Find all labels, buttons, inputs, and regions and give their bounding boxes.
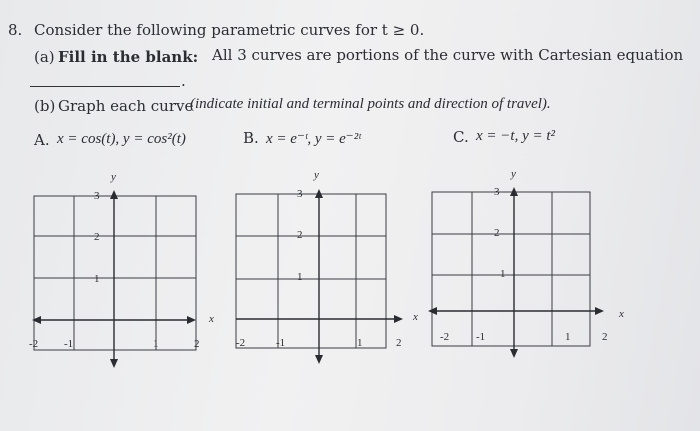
part-b-label: (b) [34,97,56,115]
curve-a-equation: x = cos(t), y = cos²(t) [57,131,186,147]
graph-a-tick-y1: 1 [94,273,100,285]
graph-b-tick-x2: 2 [396,337,402,349]
graph-b-tick-xm2: -2 [236,337,246,349]
graph-a-tick-y2: 2 [94,231,100,243]
graph-b[interactable] [236,189,396,369]
graph-c-y-label: y [511,168,516,180]
graph-c[interactable] [432,187,612,367]
graph-c-tick-y2: 2 [494,227,500,239]
graph-a-y-label: y [111,171,116,183]
part-b-text: Graph each curve [58,97,194,115]
graph-c-tick-y3: 3 [494,186,500,198]
graph-b-y-label: y [314,169,319,181]
curve-c-label: C. [453,128,469,146]
problem-intro: Consider the following parametric curves for t ≥ 0. [34,21,425,39]
graph-a[interactable] [34,190,206,370]
graph-c-tick-xm1: -1 [476,331,486,343]
part-a-label: (a) [34,48,55,66]
graph-b-tick-y2: 2 [297,229,303,241]
graph-c-tick-xm2: -2 [440,331,450,343]
part-b-italic: (indicate initial and terminal points and direction of travel). [190,96,551,112]
graph-c-tick-x2: 2 [602,331,608,343]
graph-a-tick-x2: 2 [194,338,200,350]
graph-b-tick-xm1: -1 [276,337,286,349]
problem-number: 8. [8,21,23,39]
graph-c-tick-y1: 1 [500,268,506,280]
graph-b-tick-y3: 3 [297,188,303,200]
curve-a-label: A. [34,131,50,149]
graph-b-x-label: x [413,311,418,323]
curve-b-label: B. [243,129,259,147]
graph-b-tick-x1: 1 [357,337,363,349]
graph-a-tick-x1: 1 [153,338,159,350]
curve-c-equation: x = −t, y = t² [476,128,556,144]
graph-c-tick-x1: 1 [565,331,571,343]
graph-a-tick-y3: 3 [94,190,100,202]
curve-b-equation: x = e⁻ᵗ, y = e⁻²ᵗ [266,131,361,147]
graph-c-x-label: x [619,308,624,320]
answer-blank[interactable] [30,86,180,87]
graph-a-tick-xm2: -2 [29,338,39,350]
part-a-instruction: Fill in the blank: [58,48,199,66]
graph-b-tick-y1: 1 [297,271,303,283]
blank-period: . [181,72,186,90]
graph-a-x-label: x [209,313,214,325]
graph-a-tick-xm1: -1 [64,338,74,350]
part-a-text: All 3 curves are portions of the curve with Cartesian equation [212,46,684,64]
